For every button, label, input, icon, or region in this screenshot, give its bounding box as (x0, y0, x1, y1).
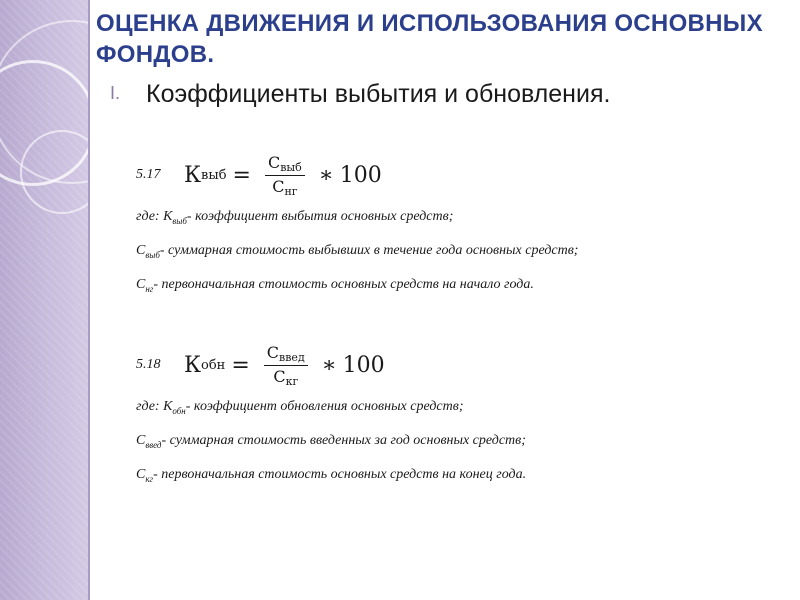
formula-document (136, 148, 696, 494)
line-text: - первоначальная стоимость основных средств на начало года. (153, 277, 534, 292)
line-prefix: С (136, 277, 146, 292)
description-line (136, 426, 696, 460)
multiply-sign: ∗ (318, 162, 334, 188)
numerator (264, 343, 308, 366)
formula-expression (184, 153, 382, 198)
divider (88, 0, 90, 600)
line-text: - первоначальная стоимость основных средств на конец года. (153, 467, 527, 482)
description-line (136, 202, 696, 236)
formula-constant: 100 (342, 352, 385, 378)
line-prefix: С (136, 433, 146, 448)
decorative-ring (20, 130, 88, 214)
slide-subtitle (110, 80, 790, 109)
formula-description (136, 392, 696, 494)
numerator-sub: выб (280, 160, 302, 174)
line-sub: выб (145, 250, 160, 260)
description-line (136, 236, 696, 270)
line-text: - коэффициент выбытия основных средств; (186, 209, 454, 224)
numerator (265, 153, 305, 176)
formula-description (136, 202, 696, 304)
line-sub: введ (145, 440, 162, 450)
denominator (272, 176, 297, 198)
denominator-symbol: С (272, 176, 285, 196)
formula-row (136, 338, 696, 392)
description-line (136, 392, 696, 426)
denominator-sub: нг (284, 184, 298, 198)
formula-lhs: К (184, 352, 202, 378)
denominator-sub: кг (285, 374, 299, 388)
subtitle-text: Коэффициенты выбытия и обновления. (146, 80, 611, 108)
line-sub: нг (145, 284, 154, 294)
equals-sign: = (231, 352, 250, 378)
decorative-side-band (0, 0, 88, 600)
line-sub: выб (172, 216, 187, 226)
description-line (136, 460, 696, 494)
formula-number: 5.18 (136, 357, 161, 372)
formula-lhs-sub: обн (201, 357, 226, 373)
list-number: I. (110, 83, 121, 103)
formula-number: 5.17 (136, 167, 161, 182)
line-text: - коэффициент обновления основных средств; (185, 399, 464, 414)
line-prefix: где: К (136, 209, 173, 224)
line-sub: кг (145, 474, 154, 484)
formula-constant: 100 (339, 162, 382, 188)
line-text: - суммарная стоимость выбывших в течение года основных средств; (159, 243, 579, 258)
slide-title: ОЦЕНКА ДВИЖЕНИЯ И ИСПОЛЬЗОВАНИЯ ОСНОВНЫХ ФОНДОВ. (96, 10, 763, 68)
denominator-symbol: С (273, 366, 286, 386)
line-text: - суммарная стоимость введенных за год основных средств; (161, 433, 526, 448)
formula-lhs: К (184, 162, 202, 188)
formula-expression (184, 343, 385, 388)
fraction (265, 153, 305, 198)
line-prefix: С (136, 243, 146, 258)
description-line (136, 270, 696, 304)
line-sub: обн (172, 406, 186, 416)
formula-lhs-sub: выб (201, 167, 227, 183)
line-prefix: где: К (136, 399, 173, 414)
equals-sign: = (232, 162, 251, 188)
multiply-sign: ∗ (321, 352, 337, 378)
numerator-sub: введ (279, 350, 305, 364)
numerator-symbol: С (266, 342, 280, 362)
fraction (264, 343, 308, 388)
numerator-symbol: С (267, 152, 281, 172)
line-prefix: С (136, 467, 146, 482)
denominator (273, 366, 298, 388)
formula-row (136, 148, 696, 202)
